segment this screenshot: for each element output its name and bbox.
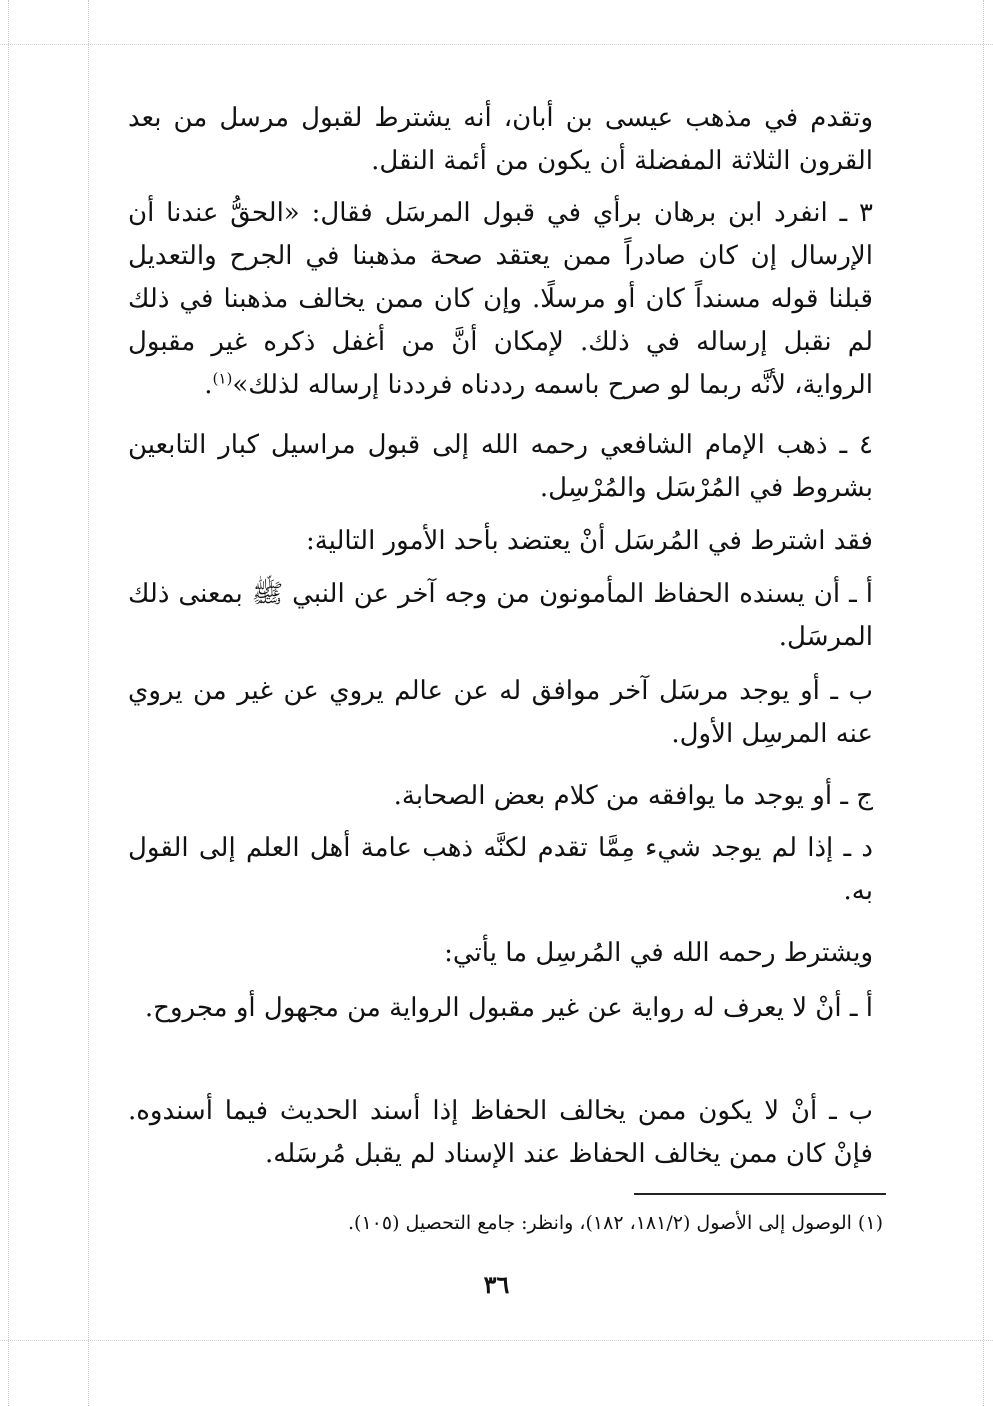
- list-item-dal: د ـ إذا لم يوجد شيء مِمَّا تقدم لكنَّه ذهب عامة أهل العلم إلى القول به.: [128, 833, 873, 906]
- footnote-separator: [634, 1193, 886, 1195]
- paragraph-ibn-burhan-text: ٣ ـ انفرد ابن برهان برأي في قبول المرسَل فقال: «الحقُّ عندنا أن الإرسال إن كان صادراً ممن يعتقد صحة مذهبنا في الجرح والتعديل قبلنا قوله مسنداً كان أو مرسلًا. وإن كان ممن يخالف مذهبنا في ذلك لم نقبل إرساله في ذلك. لإمكان أنَّ من أغفل ذكره غير مقبول الرواية، لأنَّه ربما لو صرح باسمه رددناه فرددنا إرساله لذلك»: [128, 198, 873, 400]
- page-number: ٣٦: [483, 1270, 510, 1299]
- list-item-ba: ب ـ أو يوجد مرسَل آخر موافق له عن عالم يروي عن غير من يروي عنه المرسِل الأول.: [128, 676, 873, 749]
- paragraph-ibn-burhan: ٣ ـ انفرد ابن برهان برأي في قبول المرسَل فقال: «الحقُّ عندنا أن الإرسال إن كان صادراً ممن يعتقد صحة مذهبنا في الجرح والتعديل قبلنا قوله مسنداً كان أو مرسلًا. وإن كان ممن يخالف مذهبنا في ذلك لم نقبل إرساله في ذلك. لإمكان أنَّ من أغفل ذكره غير مقبول الرواية، لأنَّه ربما لو صرح باسمه رددناه فرددنا إرساله لذلك»$^{(١)}$.: [128, 198, 873, 400]
- paragraph-mursil-conditions-intro: ويشترط رحمه الله في المُرسِل ما يأتي:: [444, 938, 873, 968]
- scan-guide-line: [983, 0, 984, 1406]
- footnote: (١) الوصول إلى الأصول (١٨١/٢، ١٨٢)، وانظر: جامع التحصيل (١٠٥).: [348, 1212, 883, 1234]
- list-item-jim: ج ـ أو يوجد ما يوافقه من كلام بعض الصحابة.: [393, 781, 873, 811]
- list-item-mursil-ba: ب ـ أنْ لا يكون ممن يخالف الحفاظ إذا أسند الحديث فيما أسندوه. فإنْ كان ممن يخالف الحفاظ عند الإسناد لم يقبل مُرسَله.: [128, 1096, 873, 1169]
- footnote-reference: (١): [212, 369, 233, 388]
- scan-guide-line: [88, 0, 89, 1406]
- scan-guide-line: [0, 1340, 993, 1341]
- scan-guide-line: [0, 44, 993, 45]
- paragraph-mursal-conditions-intro: فقد اشترط في المُرسَل أنْ يعتضد بأحد الأمور التالية:: [305, 526, 873, 556]
- scan-guide-line: [8, 0, 9, 1406]
- list-item-mursil-alif: أ ـ أنْ لا يعرف له رواية عن غير مقبول الرواية من مجهول أو مجروح.: [144, 993, 873, 1023]
- list-item-alif: أ ـ أن يسنده الحفاظ المأمونون من وجه آخر عن النبي ﷺ بمعنى ذلك المرسَل.: [128, 579, 873, 652]
- paragraph-shafii: ٤ ـ ذهب الإمام الشافعي رحمه الله إلى قبول مراسيل كبار التابعين بشروط في المُرْسَل والمُرْسِل.: [128, 430, 873, 503]
- paragraph-isa-ibn-aban: وتقدم في مذهب عيسى بن أبان، أنه يشترط لقبول مرسل من بعد القرون الثلاثة المفضلة أن يكون من أئمة النقل.: [128, 103, 873, 176]
